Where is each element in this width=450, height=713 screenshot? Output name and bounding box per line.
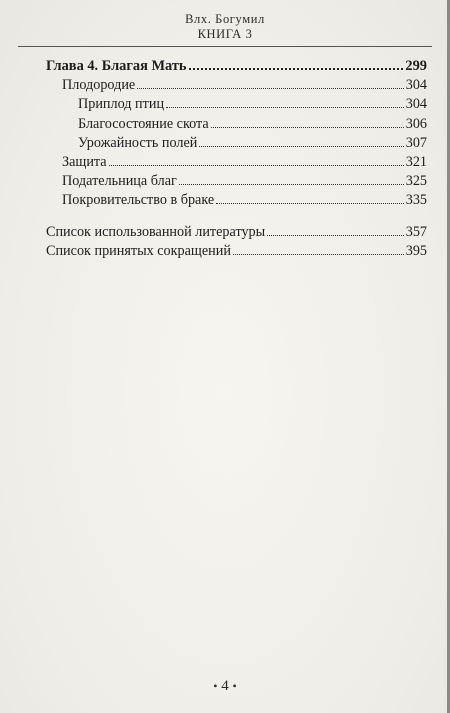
toc-entry-title: Список использованной литературы	[46, 223, 266, 240]
ornament-dot-right: •	[232, 679, 237, 694]
leader-dots	[137, 88, 404, 89]
toc-entry-page: 321	[405, 153, 427, 170]
toc-entry-page: 306	[405, 115, 427, 132]
header-author: Влх. Богумил	[185, 12, 265, 26]
leader-dots	[267, 235, 404, 236]
header-book: КНИГА 3	[197, 27, 253, 41]
toc-entry-title: Плодородие	[62, 77, 136, 94]
toc-entry-page: 307	[405, 134, 427, 151]
toc-entry-title: Защита	[62, 153, 107, 170]
toc-entry-page: 395	[405, 242, 427, 259]
toc-entry-page: 325	[405, 173, 427, 190]
leader-dots	[166, 107, 404, 108]
toc-entry-title: Подательница благ	[62, 173, 177, 190]
toc-entry-title: Благосостояние скота	[78, 115, 209, 132]
toc-entry-page: 304	[405, 96, 427, 113]
leader-dots	[109, 165, 404, 166]
page-number: 4	[221, 678, 229, 694]
toc-entry-title: Покровительство в браке	[62, 192, 215, 209]
toc-entry-page: 335	[405, 192, 427, 209]
toc-entry-crop-yield	[46, 134, 427, 153]
toc-entry-bird-offspring	[46, 95, 427, 114]
toc-entry-page: 304	[405, 77, 427, 94]
toc-entry-protection	[46, 153, 427, 172]
running-header	[0, 12, 450, 42]
header-rule	[18, 46, 432, 47]
toc-entry-abbreviations	[46, 242, 427, 261]
leader-dots	[233, 254, 404, 255]
leader-dots	[189, 68, 404, 70]
leader-dots	[179, 184, 404, 185]
leader-dots	[211, 127, 404, 128]
toc-entry-title: Глава 4. Благая Мать	[46, 58, 187, 74]
leader-dots	[216, 203, 404, 204]
toc-entry-bibliography	[46, 223, 427, 242]
leader-dots	[199, 146, 403, 147]
toc-entry-title: Урожайность полей	[78, 134, 198, 151]
ornament-dot-left: •	[213, 679, 218, 694]
toc-entry-giver-of-blessings	[46, 172, 427, 191]
page-footer	[0, 678, 450, 695]
table-of-contents	[46, 57, 427, 261]
toc-entry-title: Приплод птиц	[78, 96, 165, 113]
toc-entry-chapter-4	[46, 57, 427, 76]
toc-entry-page: 299	[405, 58, 427, 74]
toc-entry-fertility	[46, 76, 427, 95]
toc-entry-marriage-patronage	[46, 191, 427, 210]
toc-entry-title: Список принятых сокращений	[46, 242, 231, 259]
toc-entry-livestock-welfare	[46, 115, 427, 134]
toc-entry-page: 357	[405, 223, 427, 240]
